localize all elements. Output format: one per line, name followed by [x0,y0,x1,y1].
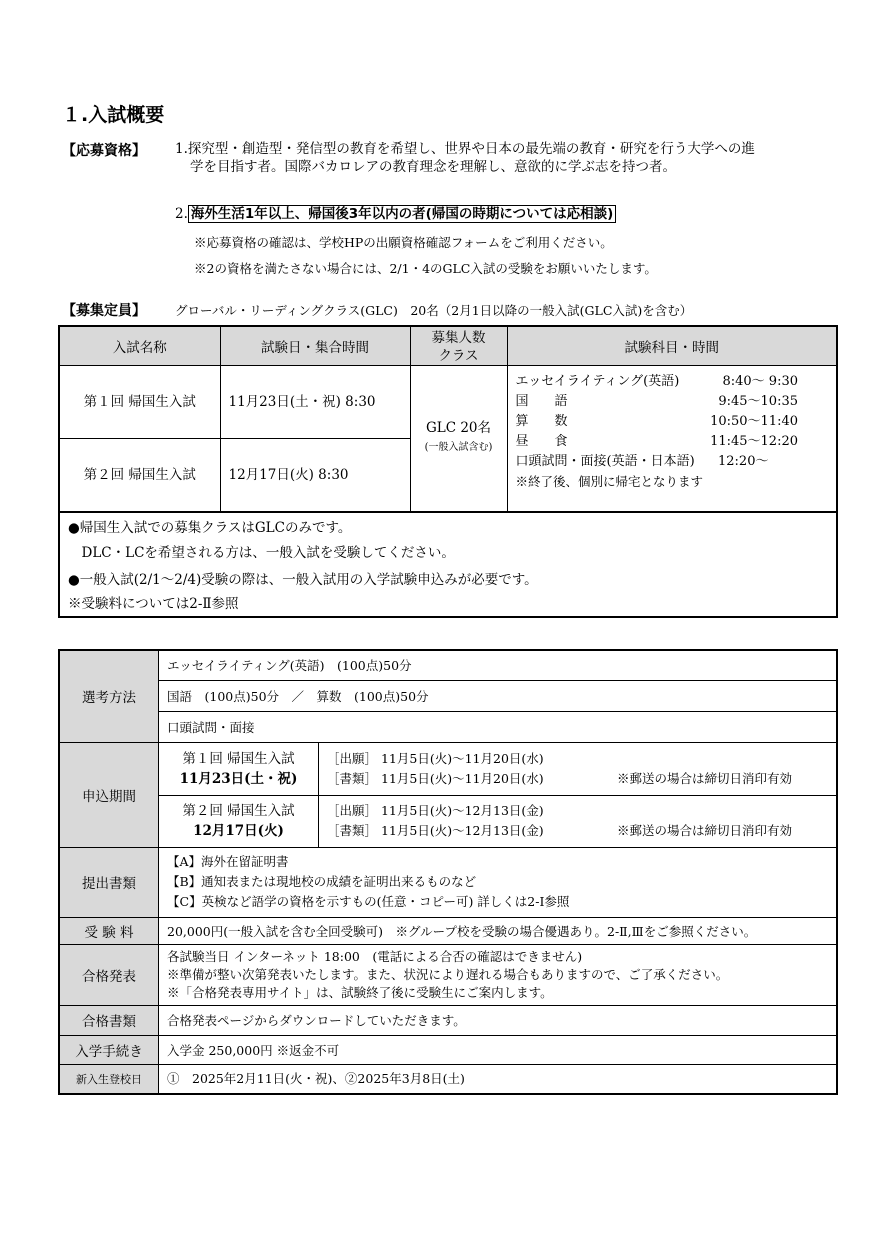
subject-row [516,412,829,432]
enrollment-text: 入学金 250,000円 ※返金不可 [159,1035,838,1064]
subject-time: 8:40～ 9:30 [722,374,798,389]
orientation-text: ① 2025年2月11日(火・祝)、②2025年3月8日(土) [159,1064,838,1094]
qualification-note1: ※応募資格の確認は、学校HPの出願資格確認フォームをご利用ください。 [194,235,613,250]
header-subjects: 試験科目・時間 [507,326,837,366]
app-round1-cell [159,742,319,795]
note-line-2: DLC・LCを希望される方は、一般入試を受験してください。 [68,544,455,561]
note-line-3: ●一般入試(2/1～2/4)受験の際は、一般入試用の入学試験申込みが必要です。 [68,571,538,588]
subject-row [516,392,829,412]
capacity-sub: (一般入試含む) [424,442,493,454]
exam-schedule-table [58,325,838,618]
fee-text: 20,000円(一般入試を含む全回受験可) ※グループ校を受験の場合優遇あり。2-Ⅱ,Ⅲをご参照ください。 [159,917,838,944]
note-line-4: ※受験料については2-Ⅱ参照 [68,595,239,612]
note-line-1: ●帰国生入試での募集クラスはGLCのみです。 [68,519,352,536]
application-info-table [58,649,838,1095]
app-round2-name: 第２回 帰国生入試 [182,803,295,819]
selection-row-1: エッセイライティング(英語) (100点)50分 [159,650,838,680]
result-line-2: ※準備が整い次第発表いたします。また、状況により遅れる場合もありますので、ご了承ください。 [167,966,729,982]
subject-time: 9:45～10:35 [718,394,798,409]
app-round2-date: 12月17日(火) [193,823,284,839]
section-title: １.入試概要 [62,104,165,126]
app-round2-application: ［出願］ 11月5日(火)～12月13日(金) [327,803,544,818]
capacity-text: グローバル・リーディングクラス(GLC) 20名（2月1日以降の一般入試(GLC入試)を含む） [175,303,693,318]
app-round2-documents-line [327,821,836,841]
app-round1-postmark-note: ※郵送の場合は締切日消印有効 [617,770,793,786]
header-exam-date: 試験日・集合時間 [220,326,410,366]
selection-row-3: 口頭試問・面接 [159,711,838,742]
header-capacity-line1: 募集人数 [431,330,486,346]
app-round2-postmark-note: ※郵送の場合は締切日消印有効 [617,823,793,838]
round1-name: 第１回 帰国生入試 [59,366,220,439]
capacity-label: 【募集定員】 [62,303,146,319]
subject-time: 10:50～11:40 [710,414,798,429]
subject-row [516,452,829,472]
app-round2-periods [319,795,838,847]
subjects-cell [507,366,837,512]
capacity-main: GLC 20名 [425,420,492,437]
orientation-head: 新入生登校日 [59,1064,159,1094]
selection-head: 選考方法 [59,650,159,742]
documents-line-c: 【C】英検など語学の資格を示すもの(任意・コピー可) 詳しくは2-Ⅰ参照 [167,894,570,909]
round1-date: 11月23日(土・祝) 8:30 [220,366,410,439]
result-line-3: ※「合格発表専用サイト」は、試験終了後に受験生にご案内します。 [167,984,553,1000]
qualification-item2-text: 海外生活1年以上、帰国後3年以内の者(帰国の時期については応相談) [188,205,616,223]
round2-date: 12月17日(火) 8:30 [220,439,410,512]
enrollment-head: 入学手続き [59,1035,159,1064]
qualification-note2: ※2の資格を満たさない場合には、2/1・4のGLC入試の受験をお願いいたします。 [194,261,657,276]
documents-line-a: 【A】海外在留証明書 [167,854,289,869]
header-exam-name: 入試名称 [59,326,220,366]
result-cell [159,944,838,1005]
subject-time: 11:45～12:20 [710,434,798,449]
result-head: 合格発表 [59,944,159,1005]
subject-row [516,372,829,392]
selection-row-2: 国語 (100点)50分 ／ 算数 (100点)50分 [159,680,838,711]
notes-cell [59,512,837,617]
subject-list [516,372,829,472]
app-round2-cell [159,795,319,847]
documents-line-b: 【B】通知表または現地校の成績を証明出来るものなど [167,874,477,889]
subject-time: 12:20～ [718,454,769,469]
app-round1-name: 第１回 帰国生入試 [182,750,295,767]
application-head: 申込期間 [59,742,159,847]
app-round1-documents-line [327,769,836,789]
qualification-item1-line1: 1.探究型・創造型・発信型の教育を希望し、世界や日本の最先端の教育・研究を行う大学への進 [175,141,755,157]
pass-docs-head: 合格書類 [59,1005,159,1035]
qualification-item2 [175,204,616,224]
subject-name: エッセイライティング(英語) [515,374,680,389]
subject-name: 国 語 [515,394,568,409]
result-line-1: 各試験当日 インターネット 18:00 (電話による合否の確認はできません) [167,948,583,964]
pass-docs-text: 合格発表ページからダウンロードしていただきます。 [159,1005,838,1035]
qualification-label: 【応募資格】 [62,143,146,159]
app-round1-application: ［出願］ 11月5日(火)～11月20日(水) [327,750,544,766]
subject-name: 昼 食 [515,434,568,449]
subject-name: 算 数 [515,414,568,429]
header-capacity [410,326,507,366]
app-round2-documents: ［書類］ 11月5日(火)～12月13日(金) [327,823,544,838]
documents-cell [159,847,838,917]
app-round1-date: 11月23日(土・祝) [179,770,298,787]
app-round1-documents: ［書類］ 11月5日(火)～11月20日(水) [327,770,544,786]
header-capacity-line2: クラス [438,348,479,364]
fee-head: 受 験 料 [59,917,159,944]
subjects-note: ※終了後、個別に帰宅となります [515,474,704,489]
app-round1-periods [319,742,838,795]
qualification-item2-number: 2. [175,206,188,222]
qualification-item1-line2: 学を目指す者。国際バカロレアの教育理念を理解し、意欲的に学ぶ志を持つ者。 [190,159,676,175]
capacity-cell [410,366,507,512]
documents-head: 提出書類 [59,847,159,917]
round2-name: 第２回 帰国生入試 [59,439,220,512]
subject-name: 口頭試問・面接(英語・日本語) [515,454,695,469]
subject-row [516,432,829,452]
